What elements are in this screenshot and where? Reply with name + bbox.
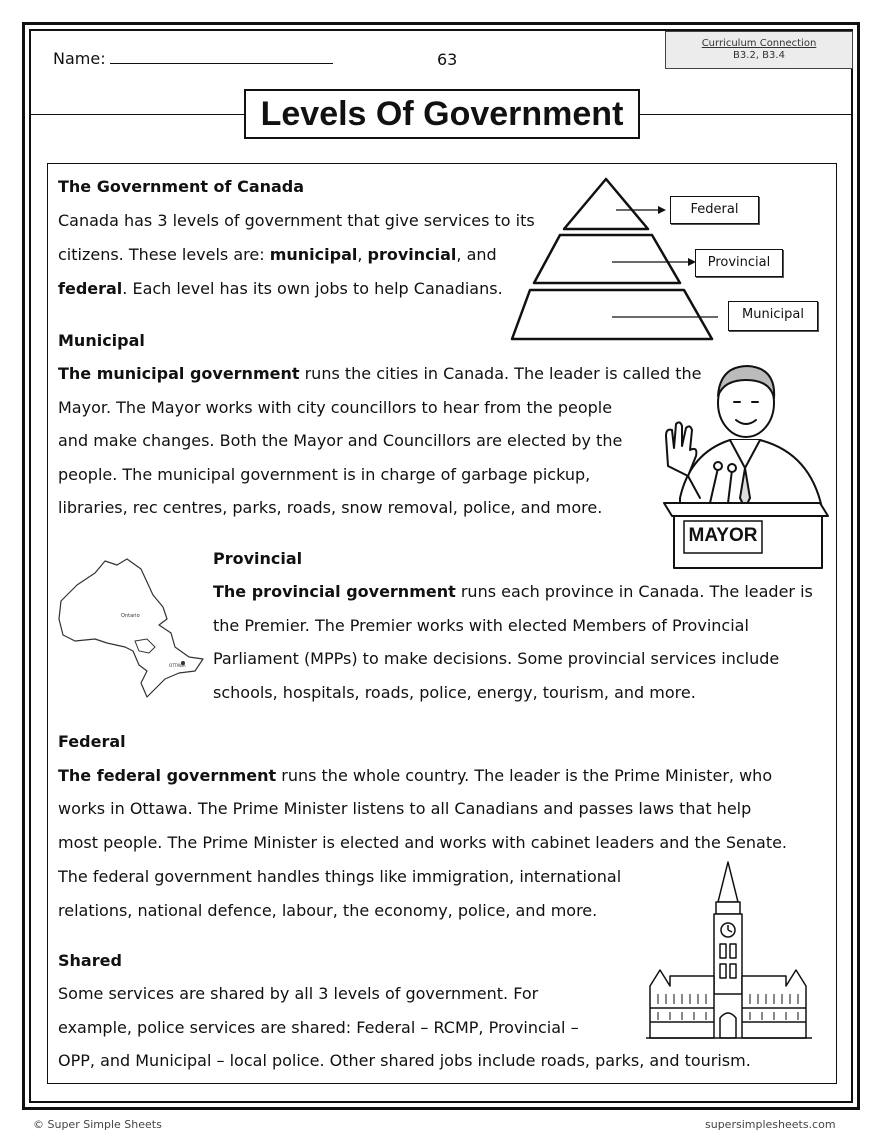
municipal-heading: Municipal: [58, 331, 145, 350]
footer-copyright: © Super Simple Sheets: [33, 1118, 162, 1131]
arrow-head-icon: [658, 206, 666, 214]
federal-line-4: The federal government handles things like immigration, international: [58, 867, 622, 886]
page-number: 63: [437, 50, 458, 69]
shared-line-1: Some services are shared by all 3 levels of government. For: [58, 984, 539, 1003]
municipal-line-2: Mayor. The Mayor works with city councillors to hear from the people: [58, 398, 613, 417]
municipal-line-4: people. The municipal government is in charge of garbage pickup,: [58, 465, 591, 484]
curriculum-title: Curriculum Connection: [701, 38, 817, 49]
intro-heading: The Government of Canada: [58, 177, 305, 196]
pyramid-label-municipal: Municipal: [728, 301, 818, 331]
map-label: Ontario: [121, 613, 140, 619]
municipal-line-1: The municipal government runs the cities in Canada. The leader is called the: [58, 364, 702, 383]
intro-line-2: citizens. These levels are: municipal, provincial, and: [58, 245, 497, 264]
podium-top: [664, 503, 828, 516]
provincial-line-2: the Premier. The Premier works with elected Members of Provincial: [213, 616, 749, 635]
curriculum-codes: B3.2, B3.4: [733, 50, 785, 61]
pyramid-tier-federal: [564, 179, 648, 229]
federal-line-2: works in Ottawa. The Prime Minister listens to all Canadians and passes laws that help: [58, 799, 752, 818]
name-label: Name:: [53, 49, 106, 68]
curriculum-connection-box: [665, 31, 853, 69]
intro-line-1: Canada has 3 levels of government that give services to its: [58, 211, 535, 230]
provincial-line-1: The provincial government runs each province in Canada. The leader is: [213, 582, 813, 601]
pyramid-label-federal: Federal: [670, 196, 759, 224]
provincial-heading: Provincial: [213, 549, 303, 568]
podium-sign-text: MAYOR: [688, 525, 758, 546]
pyramid-label-provincial: Provincial: [695, 249, 783, 277]
federal-heading: Federal: [58, 732, 126, 751]
municipal-line-3: and make changes. Both the Mayor and Councillors are elected by the: [58, 431, 623, 450]
pyramid-tier-provincial: [534, 235, 680, 283]
ontario-map: [55, 555, 207, 703]
shared-line-2: example, police services are shared: Federal – RCMP, Provincial –: [58, 1018, 579, 1037]
municipal-line-5: libraries, rec centres, parks, roads, snow removal, police, and more.: [58, 498, 603, 517]
shared-heading: Shared: [58, 951, 122, 970]
map-city-label: OTTAWA: [169, 663, 186, 668]
federal-line-3: most people. The Prime Minister is elected and works with cabinet leaders and the Senate.: [58, 833, 788, 852]
name-field[interactable]: [53, 49, 333, 68]
federal-line-1: The federal government runs the whole country. The leader is the Prime Minister, who: [58, 766, 773, 785]
footer-website[interactable]: supersimplesheets.com: [705, 1118, 836, 1131]
shared-line-3: OPP, and Municipal – local police. Other shared jobs include roads, parks, and tourism.: [58, 1051, 751, 1070]
provincial-line-3: Parliament (MPPs) to make decisions. Some provincial services include: [213, 649, 780, 668]
intro-line-3: federal. Each level has its own jobs to help Canadians.: [58, 279, 503, 298]
name-blank-line[interactable]: [110, 49, 333, 64]
page-title: Levels Of Government: [244, 89, 640, 139]
raised-hand-icon: [666, 422, 696, 476]
parliament-building-icon: [646, 858, 812, 1042]
pyramid-tier-municipal: [512, 290, 712, 339]
provincial-line-4: schools, hospitals, roads, police, energy, tourism, and more.: [213, 683, 696, 702]
federal-line-5: relations, national defence, labour, the economy, police, and more.: [58, 901, 598, 920]
